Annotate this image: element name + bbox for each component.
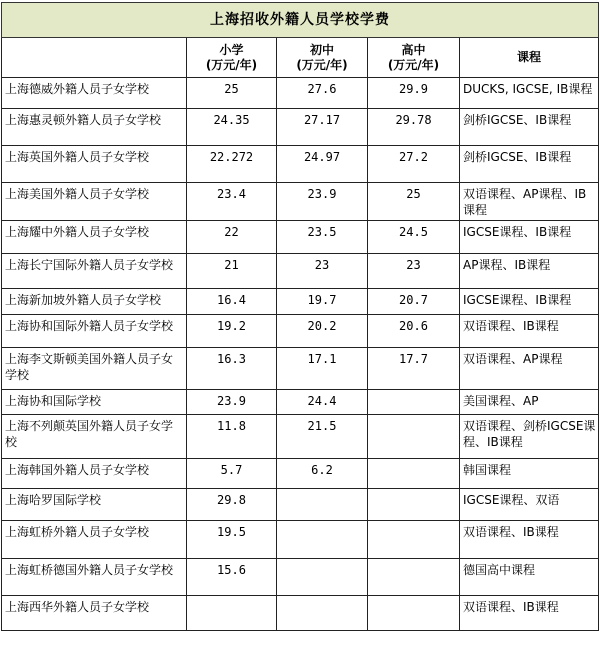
table-row	[2, 489, 599, 521]
fee-high: 23	[368, 254, 460, 289]
fee-middle: 17.1	[277, 348, 368, 390]
table-row	[2, 459, 599, 489]
course-list: 双语课程、AP课程	[460, 348, 599, 390]
fee-high: 20.6	[368, 315, 460, 348]
header-middle	[277, 38, 368, 78]
header-high	[368, 38, 460, 78]
school-name: 上海不列颠英国外籍人员子女学校	[2, 415, 187, 459]
fee-primary: 23.4	[187, 183, 277, 221]
fee-primary	[187, 596, 277, 631]
course-list: 剑桥IGCSE、IB课程	[460, 146, 599, 183]
school-name: 上海耀中外籍人员子女学校	[2, 221, 187, 254]
fee-middle: 27.17	[277, 109, 368, 146]
fee-middle: 27.6	[277, 78, 368, 109]
course-list: IGCSE课程、IB课程	[460, 289, 599, 315]
school-name: 上海美国外籍人员子女学校	[2, 183, 187, 221]
fee-high	[368, 489, 460, 521]
course-list: 韩国课程	[460, 459, 599, 489]
table-row	[2, 596, 599, 631]
table-row	[2, 521, 599, 559]
course-list: 双语课程、IB课程	[460, 521, 599, 559]
table-row	[2, 146, 599, 183]
fee-middle: 21.5	[277, 415, 368, 459]
fee-primary: 22	[187, 221, 277, 254]
table-row	[2, 390, 599, 415]
fee-middle: 19.7	[277, 289, 368, 315]
fee-middle	[277, 489, 368, 521]
fee-primary: 16.4	[187, 289, 277, 315]
fee-primary: 19.2	[187, 315, 277, 348]
table-row	[2, 78, 599, 109]
fee-high: 29.9	[368, 78, 460, 109]
course-list: 双语课程、剑桥IGCSE课程、IB课程	[460, 415, 599, 459]
header-middle-unit: (万元/年)	[296, 57, 348, 72]
fee-high	[368, 521, 460, 559]
fee-primary: 21	[187, 254, 277, 289]
title-row	[2, 3, 599, 38]
fee-primary: 5.7	[187, 459, 277, 489]
fee-primary: 11.8	[187, 415, 277, 459]
fee-middle: 24.97	[277, 146, 368, 183]
school-name: 上海德威外籍人员子女学校	[2, 78, 187, 109]
table-row	[2, 183, 599, 221]
table-row	[2, 559, 599, 596]
header-high-unit: (万元/年)	[387, 57, 440, 72]
header-middle-label: 初中	[309, 42, 334, 57]
table-row	[2, 221, 599, 254]
header-primary-label: 小学	[219, 42, 244, 57]
course-list: AP课程、IB课程	[460, 254, 599, 289]
fee-middle: 20.2	[277, 315, 368, 348]
school-name: 上海英国外籍人员子女学校	[2, 146, 187, 183]
fee-primary: 24.35	[187, 109, 277, 146]
fee-middle: 24.4	[277, 390, 368, 415]
table-row	[2, 254, 599, 289]
header-row	[2, 38, 599, 78]
table-row	[2, 289, 599, 315]
fee-primary: 15.6	[187, 559, 277, 596]
fee-high	[368, 415, 460, 459]
table-row	[2, 315, 599, 348]
fee-high	[368, 459, 460, 489]
school-name: 上海新加坡外籍人员子女学校	[2, 289, 187, 315]
school-name: 上海惠灵顿外籍人员子女学校	[2, 109, 187, 146]
fee-high: 17.7	[368, 348, 460, 390]
fee-middle	[277, 559, 368, 596]
header-high-label: 高中	[401, 42, 426, 57]
fee-middle: 6.2	[277, 459, 368, 489]
fee-middle: 23	[277, 254, 368, 289]
table-row	[2, 415, 599, 459]
fee-primary: 16.3	[187, 348, 277, 390]
school-name: 上海韩国外籍人员子女学校	[2, 459, 187, 489]
fee-primary: 25	[187, 78, 277, 109]
header-primary	[187, 38, 277, 78]
fee-high	[368, 390, 460, 415]
school-name: 上海虹桥外籍人员子女学校	[2, 521, 187, 559]
table-row	[2, 348, 599, 390]
fee-middle: 23.9	[277, 183, 368, 221]
course-list: IGCSE课程、双语	[460, 489, 599, 521]
table-row	[2, 109, 599, 146]
fee-high: 20.7	[368, 289, 460, 315]
header-school	[2, 38, 187, 78]
school-name: 上海李文斯顿美国外籍人员子女学校	[2, 348, 187, 390]
course-list: 双语课程、IB课程	[460, 596, 599, 631]
course-list: 德国高中课程	[460, 559, 599, 596]
fee-middle: 23.5	[277, 221, 368, 254]
course-list: 剑桥IGCSE、IB课程	[460, 109, 599, 146]
course-list: IGCSE课程、IB课程	[460, 221, 599, 254]
fee-high	[368, 559, 460, 596]
course-list: 美国课程、AP	[460, 390, 599, 415]
fee-middle	[277, 521, 368, 559]
fee-middle	[277, 596, 368, 631]
fee-primary: 23.9	[187, 390, 277, 415]
tuition-table	[1, 2, 599, 631]
fee-primary: 19.5	[187, 521, 277, 559]
course-list: DUCKS, IGCSE, IB课程	[460, 78, 599, 109]
course-list: 双语课程、IB课程	[460, 315, 599, 348]
school-name: 上海哈罗国际学校	[2, 489, 187, 521]
header-course: 课程	[460, 38, 599, 78]
fee-high: 25	[368, 183, 460, 221]
school-name: 上海协和国际外籍人员子女学校	[2, 315, 187, 348]
school-name: 上海虹桥德国外籍人员子女学校	[2, 559, 187, 596]
school-name: 上海长宁国际外籍人员子女学校	[2, 254, 187, 289]
school-name: 上海西华外籍人员子女学校	[2, 596, 187, 631]
fee-primary: 22.272	[187, 146, 277, 183]
course-list: 双语课程、AP课程、IB课程	[460, 183, 599, 221]
fee-high	[368, 596, 460, 631]
table-title: 上海招收外籍人员学校学费	[2, 3, 599, 38]
fee-high: 27.2	[368, 146, 460, 183]
header-primary-unit: (万元/年)	[205, 57, 258, 72]
fee-high: 29.78	[368, 109, 460, 146]
fee-primary: 29.8	[187, 489, 277, 521]
fee-high: 24.5	[368, 221, 460, 254]
school-name: 上海协和国际学校	[2, 390, 187, 415]
